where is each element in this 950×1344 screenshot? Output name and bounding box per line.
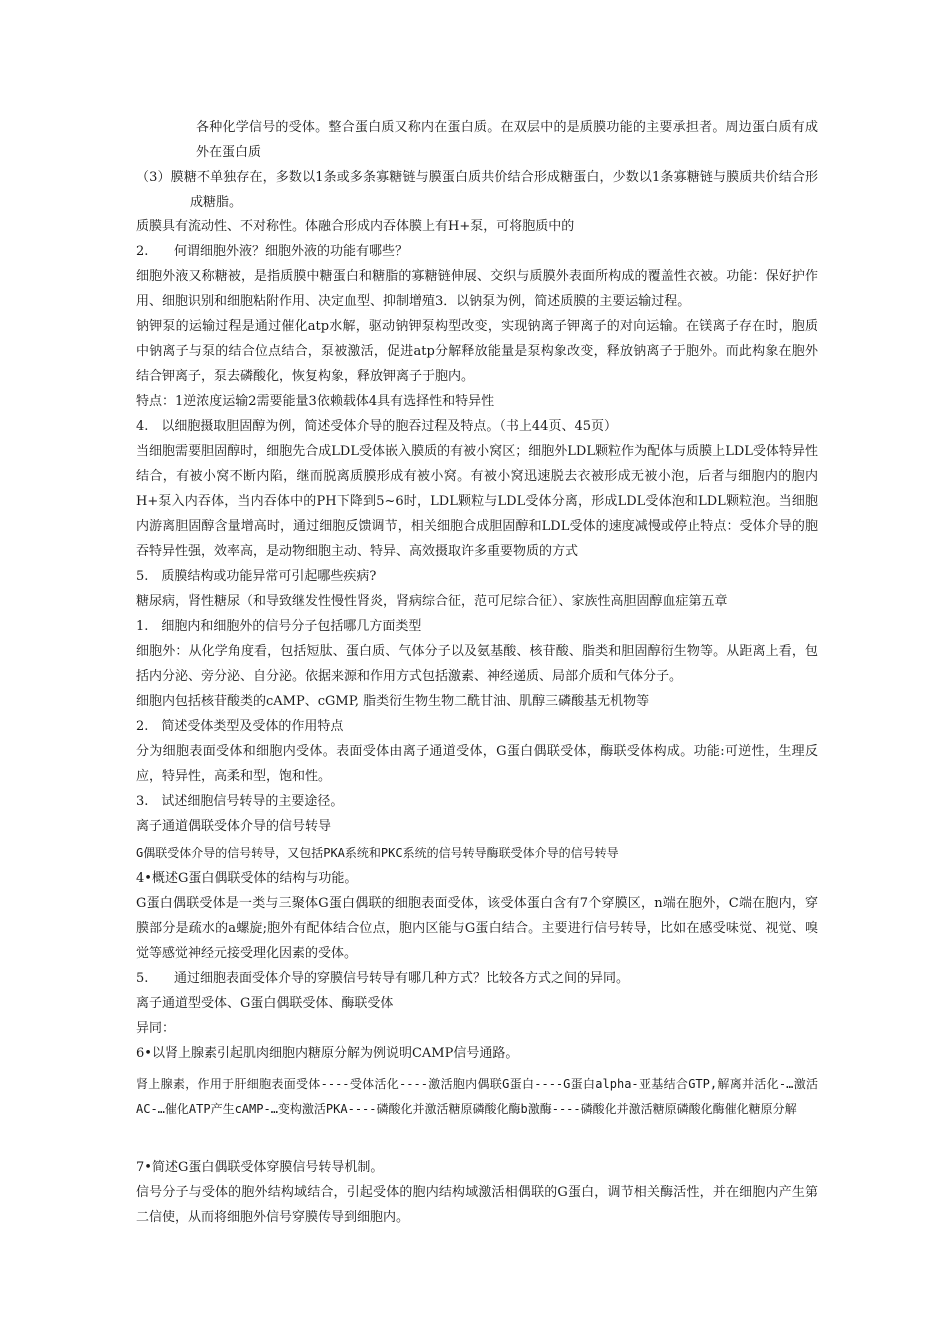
paragraph-pump-features: 特点：1逆浓度运输2需要能量3依赖载体4具有选择性和特异性 (136, 394, 495, 409)
paragraph-diseases: 糖尿病，肾性糖尿（和导致继发性慢性肾炎，肾病综合征，范可尼综合征）、家族性高胆固醇血症第五章 (136, 594, 728, 609)
paragraph-g-coupled: G偶联受体介导的信号转导，又包括PKA系统和PKC系统的信号转导酶联受体介导的信号转导 (136, 846, 619, 860)
question-signal-5 (136, 966, 818, 991)
question-5: 5. 质膜结构或功能异常可引起哪些疾病? (136, 569, 377, 584)
paragraph-gpcr-mechanism: 信号分子与受体的胞外结构域结合，引起受体的胞内结构域激活相偶联的G蛋白，调节相关酶活性，并在细胞内产生第二信使，从而将细胞外信号穿膜传导到细胞内。 (136, 1185, 818, 1225)
question-text: 何谓细胞外液？细胞外液的功能有哪些？ (174, 244, 409, 259)
question-number: 5. (136, 971, 149, 986)
paragraph-receptor-list: 离子通道型受体、G蛋白偶联受体、酶联受体 (136, 996, 394, 1011)
paragraph-camp-pathway: 肾上腺素，作用于肝细胞表面受体----受体活化----激活胞内偶联G蛋白----G蛋白alpha-亚基结合GTP,解离并活化-…激活AC-…催化ATP产生cAMP-…变构激活PKA----磷酸化并激活糖原磷酸化酶b激酶----磷酸化并激活糖原磷酸化酶催化糖原分解 (136, 1077, 818, 1116)
question-signal-6: 6•以肾上腺素引起肌肉细胞内糖原分解为例说明CAMP信号通路。 (136, 1046, 519, 1061)
question-signal-3: 3. 试述细胞信号转导的主要途径。 (136, 794, 344, 809)
question-number: 2. (136, 244, 149, 259)
paragraph-intracellular-signals: 细胞内包括核苷酸类的cAMP、cGMP, 脂类衍生物生物二酰甘油、肌醇三磷酸基无机物等 (136, 694, 650, 709)
paragraph-endocytosis: 当细胞需要胆固醇时，细胞先合成LDL受体嵌入膜质的有被小窝区；细胞外LDL颗粒作为配体与质膜上LDL受体特异性结合，有被小窝不断内陷，继而脱离质膜形成有被小窝。有被小窝迅速脱去衣被形成无被小泡，后者与细胞内的胞内H+泵入内吞体，当内吞体中的PH下降到5~6时，LDL颗粒与LDL受体分离，形成LDL受体泡和LDL颗粒泡。当细胞内游离胆固醇含量增高时，通过细胞反馈调节，相关细胞合成胆固醇和LDL受体的速度减慢或停止特点：受体介导的胞吞特异性强，效率高，是动物细胞主动、特异、高效摄取许多重要物质的方式 (136, 444, 818, 559)
paragraph-ion-channel: 离子通道偶联受体介导的信号转导 (136, 819, 332, 834)
question-2 (136, 239, 818, 264)
question-signal-1: 1. 细胞内和细胞外的信号分子包括哪几方面类型 (136, 619, 422, 634)
paragraph-receptor-types: 分为细胞表面受体和细胞内受体。表面受体由离子通道受体，G蛋白偶联受体，酶联受体构成。功能:可逆性，生理反应，特异性，高柔和型，饱和性。 (136, 744, 818, 784)
question-signal-2: 2. 简述受体类型及受体的作用特点 (136, 719, 344, 734)
paragraph-gpcr-structure: G蛋白偶联受体是一类与三聚体G蛋白偶联的细胞表面受体，该受体蛋白含有7个穿膜区，n端在胞外，C端在胞内，穿膜部分是疏水的a螺旋;胞外有配体结合位点，胞内区能与G蛋白结合。主要进行信号转导，比如在感受味觉、视觉、嗅觉等感觉神经元接受理化因素的受体。 (136, 896, 818, 961)
question-signal-7: 7•简述G蛋白偶联受体穿膜信号转导机制。 (136, 1160, 384, 1175)
paragraph-sodium-pump: 钠钾泵的运输过程是通过催化atp水解，驱动钠钾泵构型改变，实现钠离子钾离子的对向运输。在镁离子存在时，胞质中钠离子与泵的结合位点结合，泵被激活，促进atp分解释放能量是泵构象改变，释放钠离子于胞外。而此构象在胞外结合钾离子，泵去磷酸化，恢复构象，释放钾离子于胞内。 (136, 319, 818, 384)
paragraph-extracellular-signals: 细胞外：从化学角度看，包括短肽、蛋白质、气体分子以及氨基酸、核苷酸、脂类和胆固醇衍生物等。从距离上看，包括内分泌、旁分泌、自分泌。依据来源和作用方式包括激素、神经递质、局部介质和气体分子。 (136, 644, 818, 684)
question-signal-4: 4•概述G蛋白偶联受体的结构与功能。 (136, 871, 358, 886)
paragraph-membrane-sugar: （3）膜糖不单独存在，多数以1条或多条寡糖链与膜蛋白质共价结合形成糖蛋白，少数以1条寡糖链与膜质共价结合形成糖脂。 (136, 170, 818, 210)
paragraph-similarities: 异同： (136, 1021, 176, 1036)
question-4: 4. 以细胞摄取胆固醇为例，简述受体介导的胞吞过程及特点。（书上44页、45页） (136, 419, 617, 434)
paragraph-membrane-protein: 各种化学信号的受体。整合蛋白质又称内在蛋白质。在双层中的是质膜功能的主要承担者。周边蛋白质有成外在蛋白质 (196, 120, 818, 160)
paragraph-glycocalyx: 细胞外液又称糖被，是指质膜中糖蛋白和糖脂的寡糖链伸展、交织与质膜外表面所构成的覆盖性衣被。功能：保好护作用、细胞识别和细胞粘附作用、决定血型、抑制增殖3．以钠泵为例，简述质膜的主要运输过程。 (136, 269, 818, 309)
paragraph-fluidity: 质膜具有流动性、不对称性。体融合形成内吞体膜上有H+泵，可将胞质中的 (136, 219, 575, 234)
question-text: 通过细胞表面受体介导的穿膜信号转导有哪几种方式？比较各方式之间的异同。 (174, 971, 630, 986)
